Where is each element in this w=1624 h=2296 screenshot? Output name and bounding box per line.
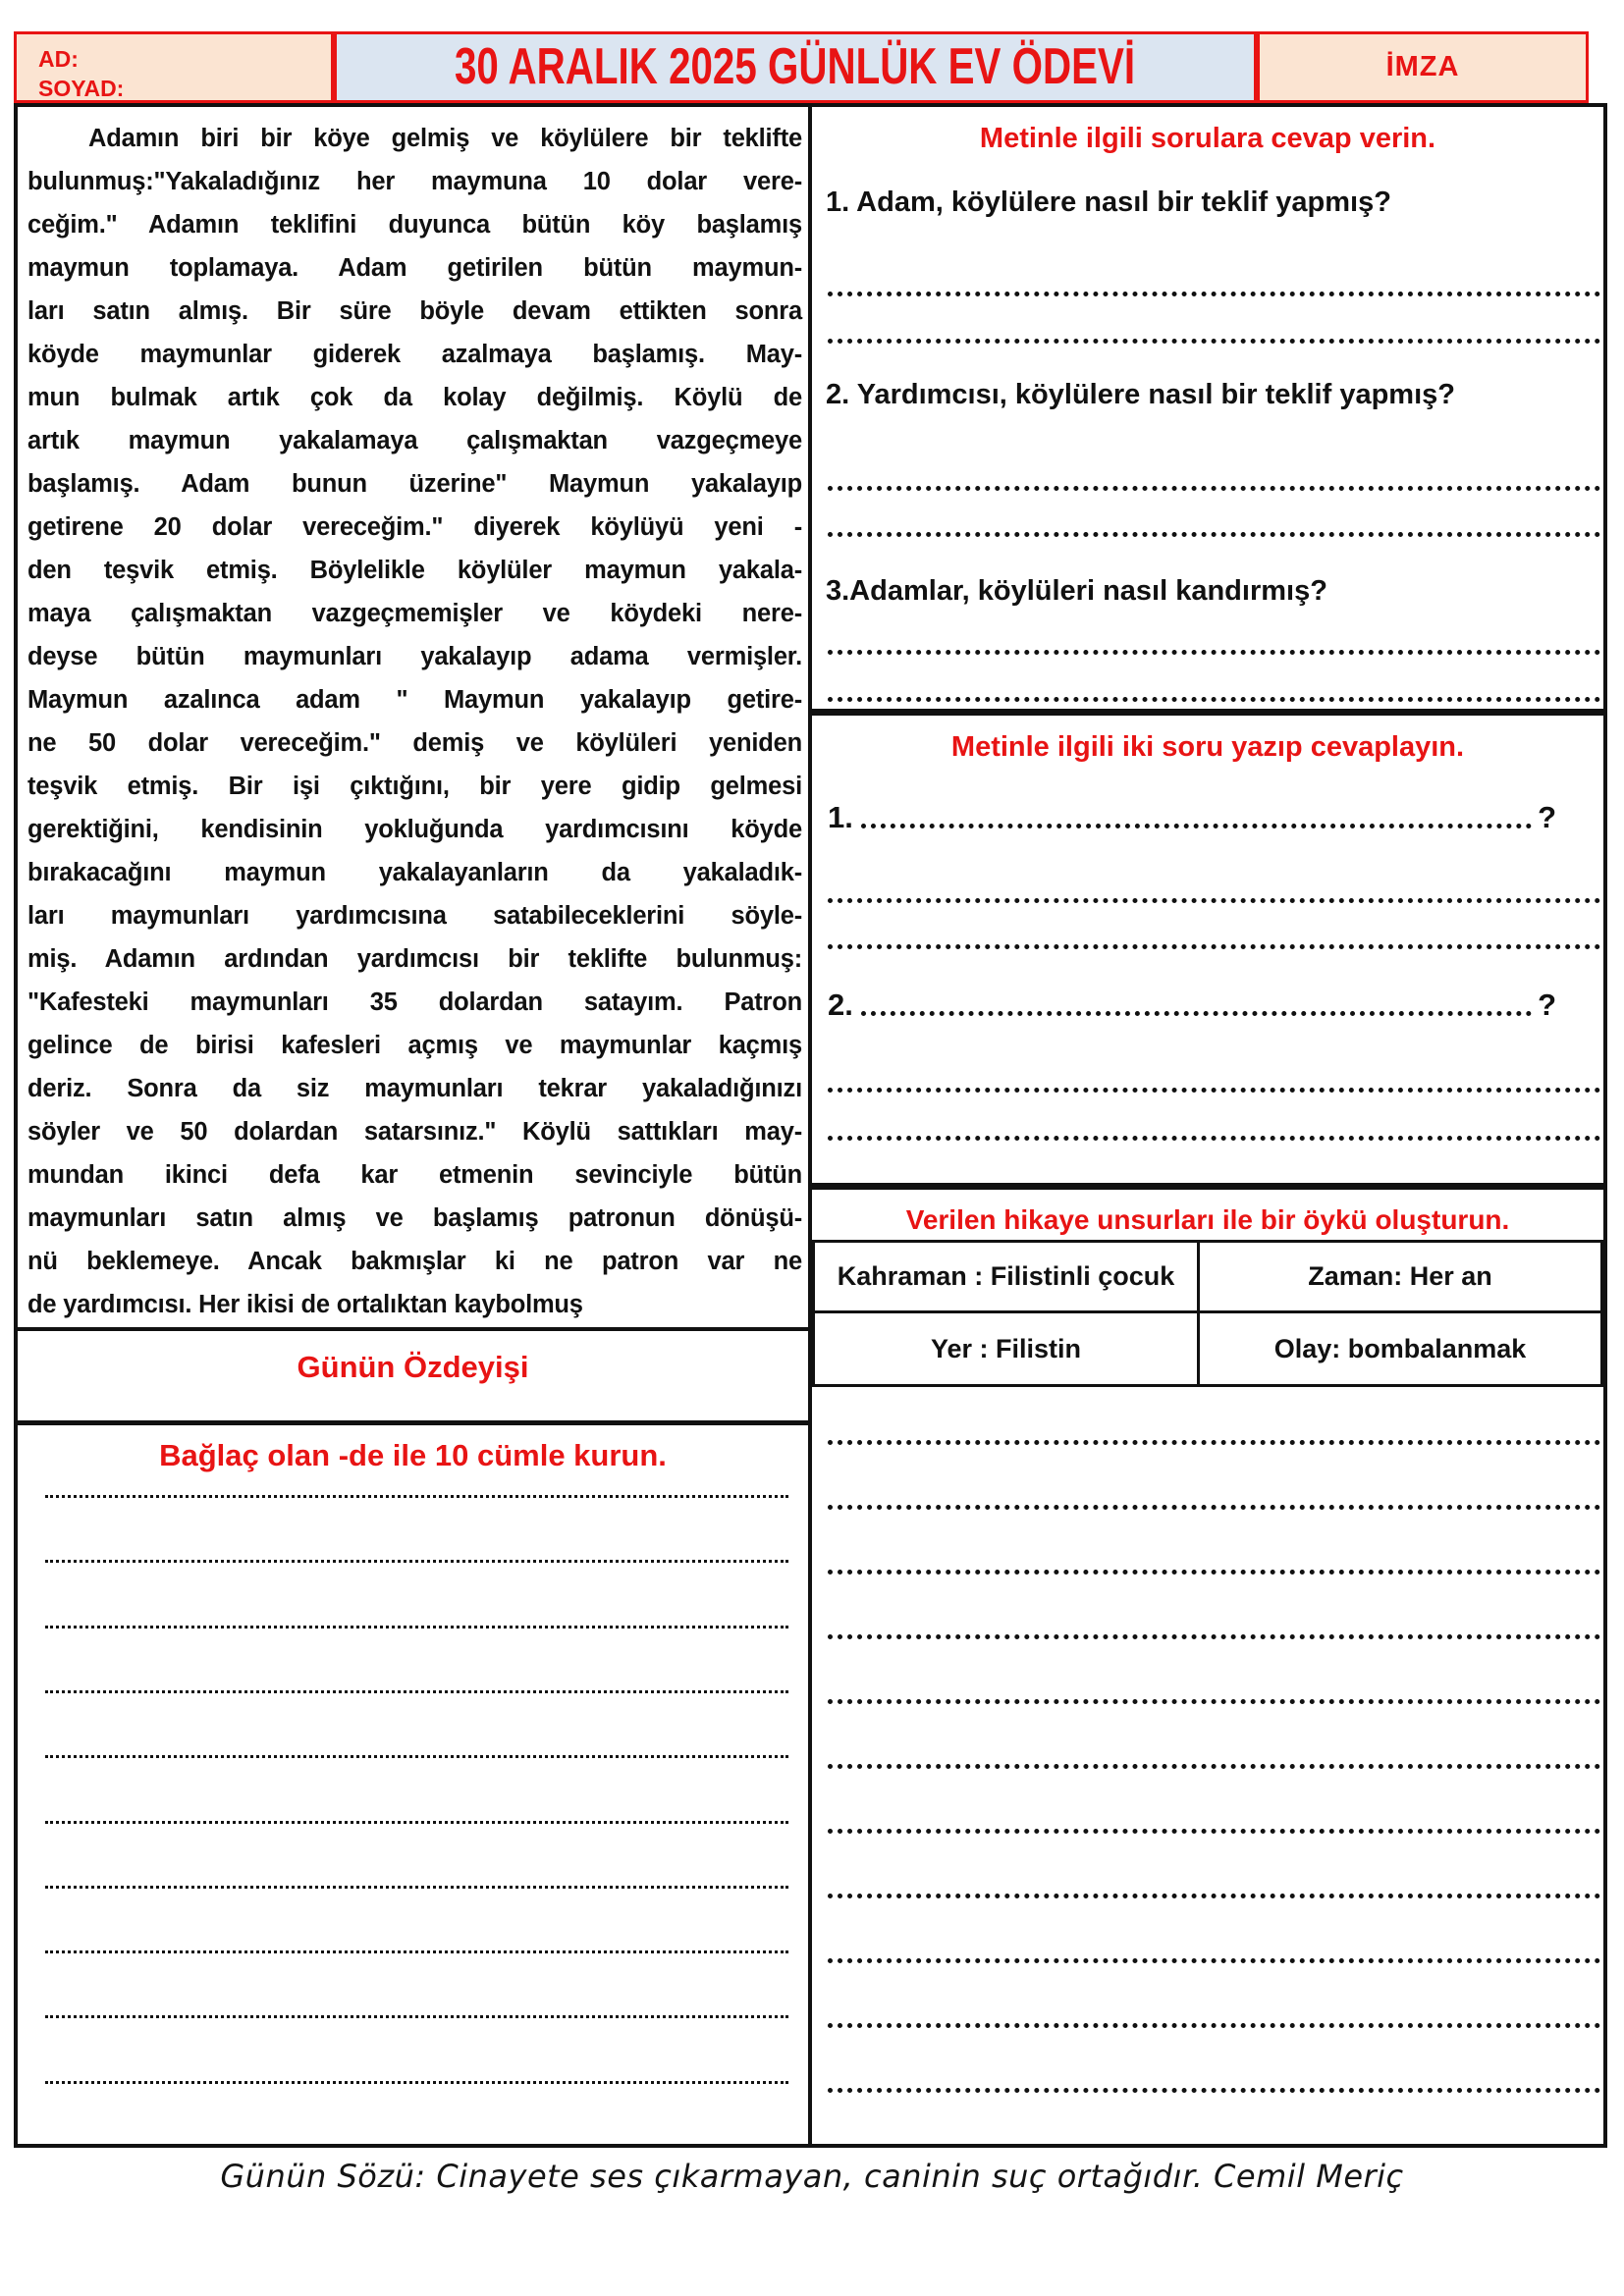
story-write-line[interactable] (828, 1958, 1600, 1963)
answer-line[interactable] (828, 532, 1600, 537)
story-write-line[interactable] (828, 2088, 1600, 2093)
story-line: mundan ikinci defa kar etmenin sevinciyle bütün (27, 1161, 802, 1189)
conjunction-task-title: Bağlaç olan -de ile 10 cümle kurun. (159, 1438, 667, 1472)
name-surname-box[interactable] (14, 31, 334, 103)
sentence-writing-lines[interactable] (45, 1495, 788, 2094)
question-2: 2. Yardımcısı, köylülere nasıl bir teklif yapmış? (826, 379, 1455, 410)
signature-box[interactable] (1257, 31, 1589, 103)
story-line: ları satın almış. Bir süre böyle devam ettikten sonra (27, 297, 802, 325)
item-number: 2. (828, 988, 853, 1022)
story-line: deriz. Sonra da siz maymunları tekrar yakaladığınızı (27, 1075, 802, 1102)
story-line: getirene 20 dolar vereceğim." diyerek köylüyü yeni - (27, 513, 802, 541)
story-line: başlamış. Adam bunun üzerine" Maymun yakalayıp (27, 470, 802, 498)
answer-line[interactable] (828, 898, 1600, 903)
table-cell-hero: Kahraman : Filistinli çocuk (815, 1243, 1200, 1313)
question-3: 3.Adamlar, köylüleri nasıl kandırmış? (826, 575, 1327, 607)
question-write-line[interactable] (861, 824, 1532, 828)
story-line: deyse bütün maymunları yakalayıp adama vermişler. (27, 643, 802, 670)
item-number: 1. (828, 800, 853, 834)
answer-line[interactable] (828, 1136, 1600, 1141)
story-write-line[interactable] (828, 1699, 1600, 1704)
table-cell-place: Yer : Filistin (815, 1313, 1200, 1384)
story-line: teşvik etmiş. Bir işi çıktığını, bir yere gidip gelmesi (27, 773, 802, 800)
story-write-line[interactable] (828, 1570, 1600, 1575)
signature-label: İMZA (1385, 51, 1460, 82)
name-label: AD: (38, 46, 79, 72)
sentence-write-line[interactable] (45, 1626, 788, 1629)
question-write-line[interactable] (861, 1011, 1532, 1016)
story-write-line[interactable] (828, 1829, 1600, 1834)
story-line: gerektiğini, kendisinin yokluğunda yardımcısını köyde (27, 816, 802, 843)
write-question-row-2[interactable] (828, 988, 1556, 1023)
write-question-row-1[interactable] (828, 800, 1556, 835)
daily-aphorism-title: Günün Özdeyişi (297, 1350, 529, 1384)
story-line: Maymun azalınca adam " Maymun yakalayıp getire- (27, 686, 802, 714)
table-cell-time: Zaman: Her an (1200, 1243, 1600, 1313)
story-line: miş. Adamın ardından yardımcısı bir teklifte bulunmuş: (27, 945, 802, 973)
story-line: köyde maymunlar giderek azalmaya başlamış. May- (27, 341, 802, 368)
sentence-write-line[interactable] (45, 1950, 788, 1953)
story-elements-title: Verilen hikaye unsurları ile bir öykü oluşturun. (905, 1204, 1510, 1235)
sentence-write-line[interactable] (45, 1495, 788, 1498)
story-write-line[interactable] (828, 1634, 1600, 1639)
sentence-write-line[interactable] (45, 2081, 788, 2084)
write-questions-title: Metinle ilgili iki soru yazıp cevaplayın. (950, 731, 1465, 763)
story-line: maya çalışmaktan vazgeçmemişler ve köydeki nere- (27, 600, 802, 627)
answer-line[interactable] (828, 1088, 1600, 1093)
story-line: ceğim." Adamın teklifini duyunca bütün köy başlamış (27, 211, 802, 239)
sentence-write-line[interactable] (45, 1821, 788, 1824)
story-write-line[interactable] (828, 1764, 1600, 1769)
story-line: ları maymunları yardımcısına satabileceklerini söyle- (27, 902, 802, 930)
story-write-line[interactable] (828, 2023, 1600, 2028)
story-text (18, 107, 808, 1326)
story-write-line[interactable] (828, 1440, 1600, 1445)
story-write-line[interactable] (828, 1894, 1600, 1898)
daily-saying: Günün Sözü: Cinayete ses çıkarmayan, caninin suç ortağıdır. Cemil Meriç (220, 2158, 1404, 2195)
right-column (808, 103, 1607, 2148)
divider (18, 1420, 808, 1425)
answer-line[interactable] (828, 697, 1600, 702)
story-elements-table (812, 1240, 1603, 1387)
story-line: bırakacağını maymun yakalayanların da yakaladık- (27, 859, 802, 886)
divider (812, 1183, 1603, 1190)
story-line: nü beklemeye. Ancak bakmışlar ki ne patron var ne (27, 1248, 802, 1275)
sentence-write-line[interactable] (45, 2015, 788, 2018)
story-line: bulunmuş:"Yakaladığınız her maymuna 10 dolar vere- (27, 168, 802, 195)
story-line: den teşvik etmiş. Böylelikle köylüler maymun yakala- (27, 557, 802, 584)
answer-line[interactable] (828, 339, 1600, 344)
story-line: Adamın biri bir köye gelmiş ve köylülere bir teklifte (88, 125, 802, 152)
story-write-line[interactable] (828, 1505, 1600, 1510)
story-line: de yardımcısı. Her ikisi de ortalıktan kaybolmuş (27, 1291, 583, 1318)
story-line: maymun toplamaya. Adam getirilen bütün maymun- (27, 254, 802, 282)
question-mark: ? (1538, 800, 1556, 834)
answer-line[interactable] (828, 486, 1600, 491)
divider (812, 709, 1603, 716)
sentence-write-line[interactable] (45, 1886, 788, 1889)
answer-line[interactable] (828, 944, 1600, 949)
story-line: artık maymun yakalamaya çalışmaktan vazgeçmeye (27, 427, 802, 454)
answer-line[interactable] (828, 292, 1600, 296)
worksheet-title: 30 ARALIK 2025 GÜNLÜK EV ÖDEVİ (455, 38, 1136, 96)
story-line: maymunları satın almış ve başlamış patronun dönüşü- (27, 1204, 802, 1232)
left-column (14, 103, 812, 2148)
story-line: mun bulmak artık çok da kolay değilmiş. Köylü de (27, 384, 802, 411)
surname-label: SOYAD: (38, 76, 125, 101)
divider (18, 1327, 808, 1331)
question-mark: ? (1538, 988, 1556, 1022)
story-line: söyler ve 50 dolardan satarsınız." Köylü sattıkları may- (27, 1118, 802, 1146)
story-line: ne 50 dolar vereceğim." demiş ve köylüleri yeniden (27, 729, 802, 757)
question-1: 1. Adam, köylülere nasıl bir teklif yapmış? (826, 187, 1391, 218)
questions-title: Metinle ilgili sorulara cevap verin. (979, 123, 1436, 154)
sentence-write-line[interactable] (45, 1690, 788, 1693)
worksheet-title-box (334, 31, 1257, 103)
answer-line[interactable] (828, 650, 1600, 655)
table-cell-event: Olay: bombalanmak (1273, 1333, 1527, 1363)
story-line: "Kafesteki maymunları 35 dolardan satayım. Patron (27, 988, 802, 1016)
sentence-write-line[interactable] (45, 1560, 788, 1563)
story-line: gelince de birisi kafesleri açmış ve maymunlar kaçmış (27, 1032, 802, 1059)
sentence-write-line[interactable] (45, 1755, 788, 1758)
story-writing-lines[interactable] (828, 1440, 1600, 2127)
